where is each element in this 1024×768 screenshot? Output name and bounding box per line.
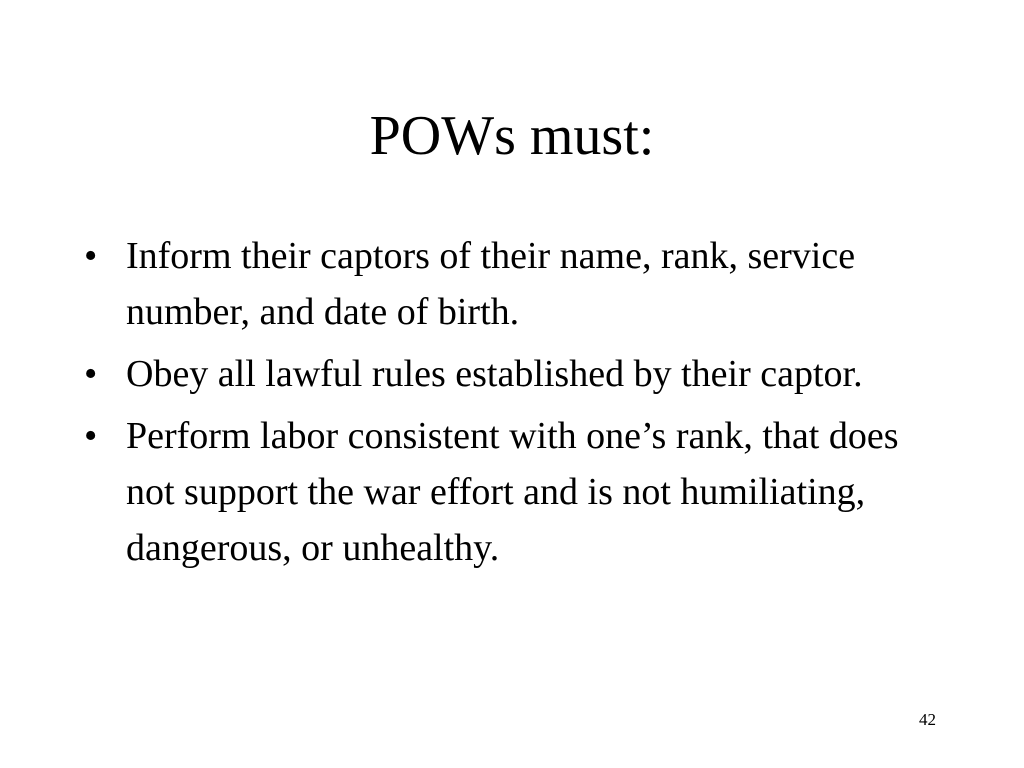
bullet-list bbox=[84, 228, 914, 582]
list-item bbox=[84, 408, 914, 576]
list-item bbox=[84, 228, 914, 340]
slide-title: POWs must: bbox=[369, 105, 655, 167]
bullet-text: Inform their captors of their name, rank, service number, and date of birth. bbox=[126, 235, 856, 333]
bullet-icon: • bbox=[84, 353, 98, 395]
bullet-text: Perform labor consistent with one’s rank, that does not support the war effort and is not humiliating, dangerous, or unhealthy. bbox=[126, 415, 899, 569]
bullet-icon: • bbox=[84, 415, 98, 457]
list-item bbox=[84, 346, 914, 402]
bullet-icon: • bbox=[84, 235, 98, 277]
bullet-text: Obey all lawful rules established by their captor. bbox=[126, 353, 863, 395]
slide-number: 42 bbox=[919, 710, 936, 729]
